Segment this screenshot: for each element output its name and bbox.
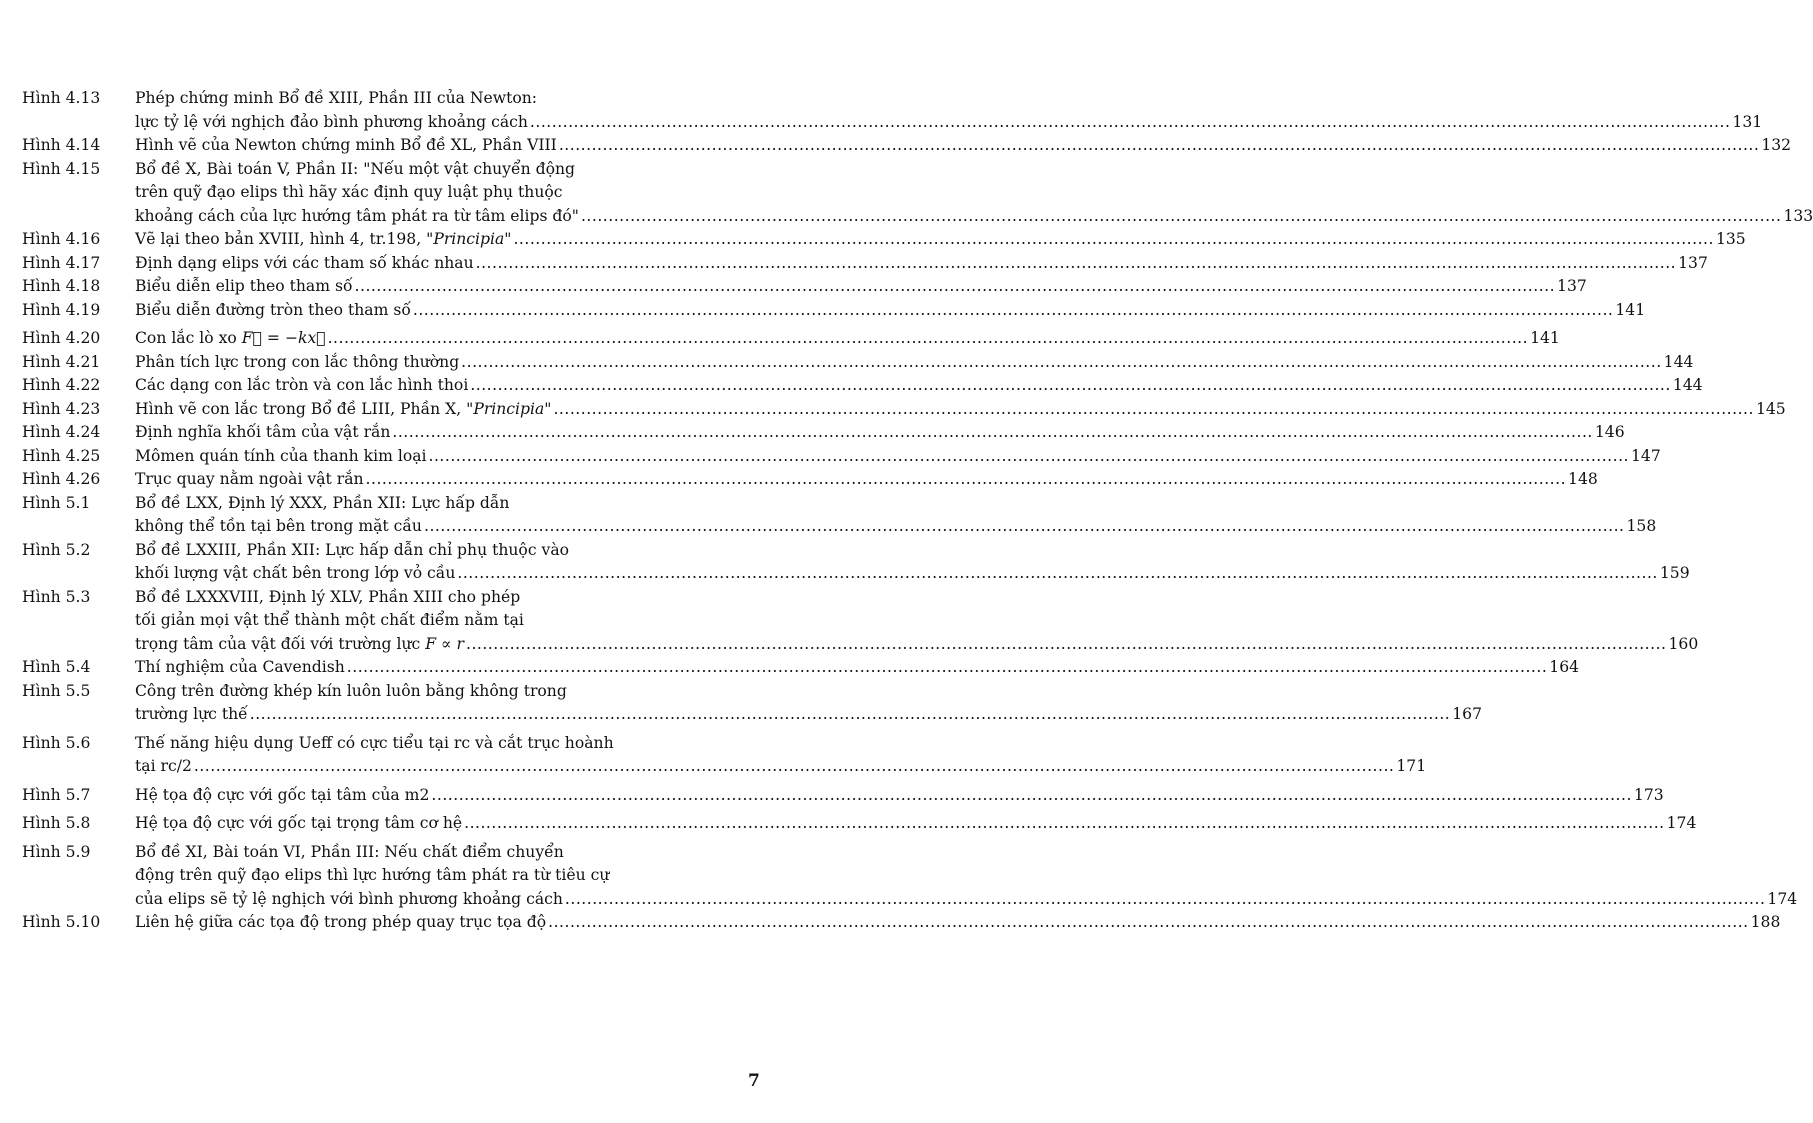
figure-label: Hình 4.23 bbox=[22, 399, 101, 418]
toc-entry bbox=[22, 134, 1792, 158]
page-number: 7 bbox=[748, 1071, 760, 1091]
page-ref: 146 bbox=[1594, 423, 1625, 441]
figure-caption-line: Phép chứng minh Bổ đề XIII, Phần III của Newton: bbox=[135, 89, 538, 107]
dot-leader: ............................................................................................................................................................................................................................ bbox=[327, 329, 1529, 347]
figure-caption-line: Biểu diễn đường tròn theo tham số bbox=[135, 300, 411, 319]
figure-label: Hình 4.14 bbox=[22, 136, 101, 154]
page-ref: 171 bbox=[1396, 757, 1427, 775]
figure-caption-line: Công trên đường khép kín luôn luôn bằng không trong bbox=[135, 681, 567, 700]
toc-entry bbox=[22, 158, 1813, 229]
dot-leader: ............................................................................................................................................................................................................................ bbox=[475, 253, 1677, 272]
dot-leader: ............................................................................................................................................................................................................................ bbox=[392, 423, 1593, 441]
dot-leader: ............................................................................................................................................................................................................................ bbox=[513, 230, 1714, 248]
toc-entry bbox=[22, 275, 1587, 299]
toc-entry bbox=[22, 374, 1703, 398]
dot-leader: ............................................................................................................................................................................................................................ bbox=[249, 705, 1451, 723]
toc-entry bbox=[22, 539, 1690, 586]
figure-caption-line: khoảng cách của lực hướng tâm phát ra từ tâm elips đó" bbox=[135, 206, 579, 225]
toc-entry bbox=[22, 656, 1580, 680]
page-ref: 145 bbox=[1755, 399, 1786, 418]
caption-text: Con lắc lò xo bbox=[135, 329, 242, 347]
figure-label: Hình 5.5 bbox=[22, 681, 91, 700]
figure-caption-line: trường lực thế bbox=[135, 705, 248, 723]
figure-label: Hình 5.9 bbox=[22, 842, 91, 861]
toc-entry bbox=[22, 299, 1646, 323]
dot-leader: ............................................................................................................................................................................................................................ bbox=[580, 206, 1782, 225]
dot-leader: ............................................................................................................................................................................................................................ bbox=[529, 112, 1731, 131]
figure-label: Hình 4.18 bbox=[22, 277, 101, 295]
dot-leader: ............................................................................................................................................................................................................................ bbox=[464, 814, 1665, 832]
dot-leader: ............................................................................................................................................................................................................................ bbox=[431, 785, 1632, 804]
figure-label: Hình 5.7 bbox=[22, 785, 91, 804]
figure-label: Hình 5.3 bbox=[22, 587, 91, 606]
page-ref: 167 bbox=[1452, 705, 1483, 723]
page-ref: 188 bbox=[1750, 913, 1781, 931]
toc-entry bbox=[22, 680, 1483, 727]
dot-leader: ............................................................................................................................................................................................................................ bbox=[412, 300, 1614, 319]
toc-entry bbox=[22, 812, 1697, 836]
page-ref: 174 bbox=[1767, 889, 1798, 908]
page-ref: 160 bbox=[1668, 634, 1699, 653]
page-ref: 131 bbox=[1732, 112, 1763, 131]
caption-italic-title: "Principia" bbox=[466, 399, 552, 418]
figure-caption-line: Các dạng con lắc tròn và con lắc hình thoi bbox=[135, 376, 469, 394]
caption-text: Vẽ lại theo bản XVIII, hình 4, tr.198, bbox=[135, 230, 427, 248]
page-ref: 164 bbox=[1549, 658, 1580, 676]
figure-caption-line: khối lượng vật chất bên trong lớp vỏ cầu bbox=[135, 564, 456, 582]
figure-caption-line: Biểu diễn elip theo tham số bbox=[135, 277, 353, 295]
figure-caption-line: Liên hệ giữa các tọa độ trong phép quay trục tọa độ bbox=[135, 913, 547, 931]
toc-entry bbox=[22, 87, 1763, 134]
page-ref: 141 bbox=[1615, 300, 1646, 319]
toc-entry bbox=[22, 841, 1798, 912]
figure-caption-line bbox=[135, 327, 326, 351]
page-ref: 141 bbox=[1530, 329, 1560, 347]
toc-entry bbox=[22, 351, 1694, 375]
figure-caption-line: Thế năng hiệu dụng Ueff có cực tiểu tại rc và cắt trục hoành bbox=[135, 733, 614, 752]
dot-leader: ............................................................................................................................................................................................................................ bbox=[553, 399, 1754, 418]
figure-caption-line: tối giản mọi vật thể thành một chất điểm nằm tại bbox=[135, 611, 524, 629]
figure-caption-line: của elips sẽ tỷ lệ nghịch với bình phương khoảng cách bbox=[135, 889, 563, 908]
dot-leader: ............................................................................................................................................................................................................................ bbox=[346, 658, 1548, 676]
figure-caption-line: lực tỷ lệ với nghịch đảo bình phương khoảng cách bbox=[135, 112, 528, 131]
toc-entry bbox=[22, 327, 1560, 351]
toc-entry bbox=[22, 421, 1625, 445]
figure-label: Hình 4.24 bbox=[22, 423, 101, 441]
dot-leader: ............................................................................................................................................................................................................................ bbox=[548, 913, 1749, 931]
caption-formula: F⃗ = −kx⃗ bbox=[241, 329, 326, 347]
caption-text: Hình vẽ con lắc trong Bổ đề LIII, Phần X, bbox=[135, 399, 467, 418]
page-ref: 133 bbox=[1783, 206, 1813, 225]
figure-caption-line: trên quỹ đạo elips thì hãy xác định quy luật phụ thuộc bbox=[135, 183, 563, 201]
dot-leader: ............................................................................................................................................................................................................................ bbox=[461, 352, 1662, 371]
dot-leader: ............................................................................................................................................................................................................................ bbox=[365, 470, 1567, 488]
page-ref: 173 bbox=[1633, 785, 1664, 804]
figure-label: Hình 4.25 bbox=[22, 446, 101, 465]
toc-entry bbox=[22, 784, 1664, 808]
page-ref: 148 bbox=[1568, 470, 1598, 488]
figure-caption-line: Bổ đề LXXXVIII, Định lý XLV, Phần XIII cho phép bbox=[135, 587, 521, 606]
toc-entry bbox=[22, 445, 1661, 469]
page-ref: 137 bbox=[1557, 277, 1587, 295]
toc-entry bbox=[22, 228, 1746, 252]
toc-entry bbox=[22, 586, 1699, 657]
page-ref: 158 bbox=[1626, 517, 1657, 535]
figure-caption-line: Bổ đề LXX, Định lý XXX, Phần XII: Lực hấp dẫn bbox=[135, 493, 510, 512]
figure-label: Hình 5.4 bbox=[22, 658, 91, 676]
page-ref: 132 bbox=[1761, 136, 1792, 154]
toc-entry bbox=[22, 492, 1657, 539]
figure-caption-line: động trên quỹ đạo elips thì lực hướng tâm phát ra từ tiêu cự bbox=[135, 866, 610, 884]
figure-caption-line: Mômen quán tính của thanh kim loại bbox=[135, 446, 427, 465]
figure-label: Hình 5.8 bbox=[22, 814, 91, 832]
page-ref: 144 bbox=[1672, 376, 1703, 394]
page-ref: 144 bbox=[1663, 352, 1694, 371]
dot-leader: ............................................................................................................................................................................................................................ bbox=[470, 376, 1671, 394]
figure-label: Hình 4.20 bbox=[22, 329, 101, 347]
page-ref: 174 bbox=[1666, 814, 1697, 832]
page-ref: 147 bbox=[1631, 446, 1661, 465]
figure-label: Hình 4.17 bbox=[22, 253, 101, 272]
dot-leader: ............................................................................................................................................................................................................................ bbox=[193, 757, 1395, 775]
dot-leader: ............................................................................................................................................................................................................................ bbox=[465, 634, 1667, 653]
page-ref: 137 bbox=[1678, 253, 1708, 272]
figure-caption-line bbox=[135, 398, 551, 422]
toc-entry bbox=[22, 252, 1708, 276]
caption-text: trọng tâm của vật đối với trường lực bbox=[135, 634, 426, 653]
table-of-figures bbox=[22, 87, 1813, 935]
figure-caption-line: Định nghĩa khối tâm của vật rắn bbox=[135, 423, 391, 441]
dot-leader: ............................................................................................................................................................................................................................ bbox=[457, 564, 1658, 582]
page-ref: 159 bbox=[1659, 564, 1690, 582]
figure-caption-line bbox=[135, 228, 511, 252]
figure-caption-line: Phân tích lực trong con lắc thông thường bbox=[135, 352, 460, 371]
page-ref: 135 bbox=[1715, 230, 1746, 248]
figure-label: Hình 4.19 bbox=[22, 300, 101, 319]
figure-caption-line: Bổ đề LXXIII, Phần XII: Lực hấp dẫn chỉ phụ thuộc vào bbox=[135, 540, 569, 559]
toc-entry bbox=[22, 468, 1598, 492]
figure-label: Hình 4.15 bbox=[22, 159, 101, 178]
figure-label: Hình 4.13 bbox=[22, 89, 101, 107]
figure-caption-line: Hình vẽ của Newton chứng minh Bổ đề XL, Phần VIII bbox=[135, 136, 557, 154]
dot-leader: ............................................................................................................................................................................................................................ bbox=[428, 446, 1630, 465]
toc-entry bbox=[22, 732, 1427, 779]
figure-caption-line bbox=[135, 633, 464, 657]
dot-leader: ............................................................................................................................................................................................................................ bbox=[564, 889, 1766, 908]
figure-label: Hình 4.22 bbox=[22, 376, 101, 394]
figure-caption-line: tại rc/2 bbox=[135, 757, 192, 775]
figure-label: Hình 5.2 bbox=[22, 540, 91, 559]
figure-caption-line: Bổ đề XI, Bài toán VI, Phần III: Nếu chất điểm chuyển bbox=[135, 842, 564, 861]
figure-caption-line: Định dạng elips với các tham số khác nhau bbox=[135, 253, 474, 272]
figure-label: Hình 5.10 bbox=[22, 913, 101, 931]
dot-leader: ............................................................................................................................................................................................................................ bbox=[354, 277, 1556, 295]
caption-formula: F ∝ r bbox=[425, 634, 464, 653]
figure-caption-line: Hệ tọa độ cực với gốc tại trọng tâm cơ hệ bbox=[135, 814, 463, 832]
caption-italic-title: "Principia" bbox=[426, 230, 512, 248]
figure-caption-line: Bổ đề X, Bài toán V, Phần II: "Nếu một vật chuyển động bbox=[135, 159, 575, 178]
dot-leader: ............................................................................................................................................................................................................................ bbox=[423, 517, 1625, 535]
toc-entry bbox=[22, 911, 1781, 935]
figure-label: Hình 4.21 bbox=[22, 352, 101, 371]
dot-leader: ............................................................................................................................................................................................................................ bbox=[558, 136, 1760, 154]
figure-caption-line: Thí nghiệm của Cavendish bbox=[135, 658, 345, 676]
figure-caption-line: Trục quay nằm ngoài vật rắn bbox=[135, 470, 364, 488]
figure-caption-line: không thể tồn tại bên trong mặt cầu bbox=[135, 517, 422, 535]
toc-entry bbox=[22, 398, 1786, 422]
figure-label: Hình 4.16 bbox=[22, 230, 101, 248]
figure-label: Hình 5.1 bbox=[22, 493, 91, 512]
figure-label: Hình 5.6 bbox=[22, 733, 91, 752]
figure-caption-line: Hệ tọa độ cực với gốc tại tâm của m2 bbox=[135, 785, 430, 804]
figure-label: Hình 4.26 bbox=[22, 470, 101, 488]
